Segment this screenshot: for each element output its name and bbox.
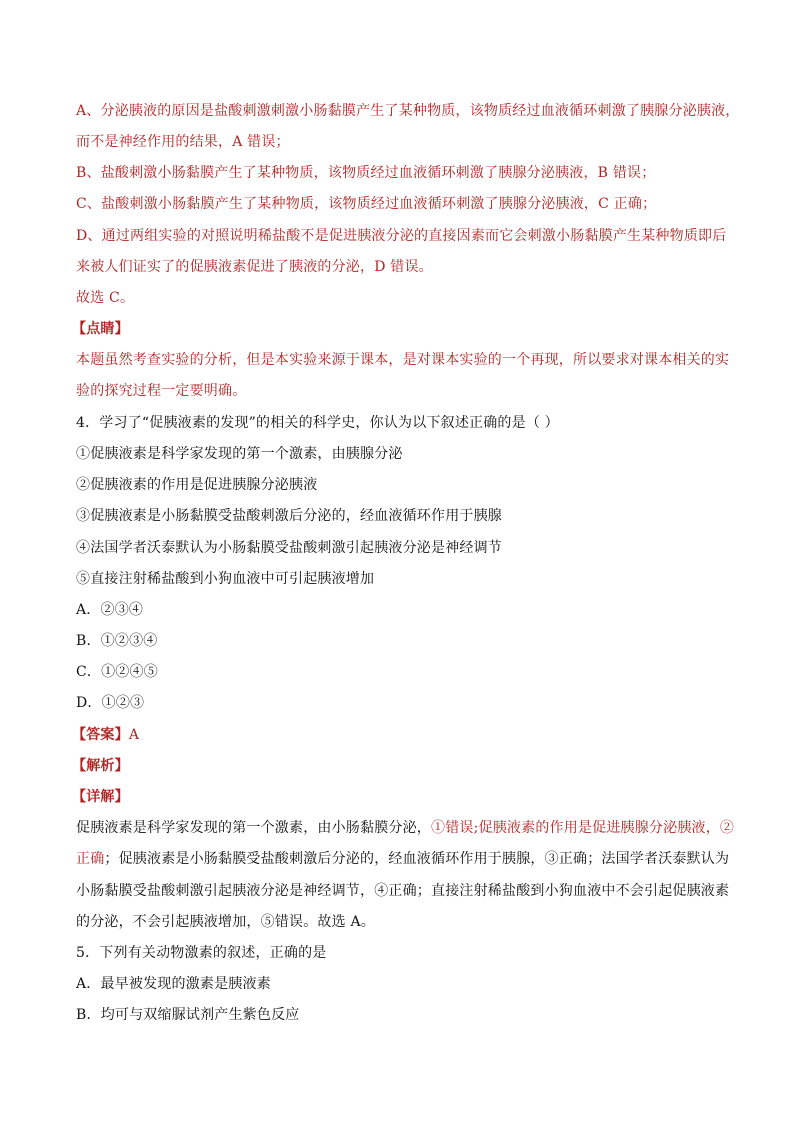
comment-heading: 【点睛】 — [72, 321, 129, 337]
analysis-option-b: B、盐酸刺激小肠黏膜产生了某种物质，该物质经过血液循环刺激了胰腺分泌胰液，B 错误； — [76, 165, 656, 181]
detail-line2-part1: 正确 — [76, 851, 105, 867]
question-4-statement-2: ②促胰液素的作用是促进胰腺分泌胰液 — [76, 477, 318, 493]
analysis-option-a-line1: A、分泌胰液的原因是盐酸刺激刺激小肠黏膜产生了某种物质，该物质经过血液循环刺激了胰腺分泌胰液， — [76, 103, 740, 119]
comment-line2: 验的探究过程一定要明确。 — [76, 383, 247, 399]
answer-heading: 【答案】 — [72, 727, 129, 743]
question-5-option-b: B．均可与双缩脲试剂产生紫色反应 — [76, 1007, 300, 1023]
answer-value: A — [128, 727, 140, 743]
analysis-option-d-line1: D、通过两组实验的对照说明稀盐酸不是促进胰液分泌的直接因素而它会刺激小肠黏膜产生某种物质即后 — [76, 228, 727, 244]
analysis-conclusion: 故选 C。 — [76, 290, 135, 306]
question-4-option-b: B．①②③④ — [76, 633, 158, 649]
comment-line1: 本题虽然考查实验的分析，但是本实验来源于课本，是对课本实验的一个再现，所以要求对课本相关的实 — [76, 352, 730, 368]
question-4-option-c: C．①②④⑤ — [76, 664, 158, 680]
detail-line1-part1: 促胰液素是科学家发现的第一个激素，由小肠黏膜分泌， — [76, 820, 431, 836]
detail-line2-part2: ；促胰液素是小肠黏膜受盐酸刺激后分泌的，经血液循环作用于胰腺，③正确；法国学者沃泰默认为 — [104, 851, 730, 867]
question-4-statement-3: ③促胰液素是小肠黏膜受盐酸刺激后分泌的，经血液循环作用于胰腺 — [76, 508, 502, 524]
analysis-option-d-line2: 来被人们证实了的促胰液素促进了胰液的分泌，D 错误。 — [76, 259, 433, 275]
detail-heading: 【详解】 — [72, 789, 129, 805]
detail-line3: 小肠黏膜受盐酸刺激引起胰液分泌是神经调节，④正确；直接注射稀盐酸到小狗血液中不会引起促胰液素 — [76, 883, 730, 899]
detail-line4: 的分泌，不会引起胰液增加，⑤错误。故选 A。 — [76, 914, 375, 930]
question-4-statement-1: ①促胰液素是科学家发现的第一个激素，由胰腺分泌 — [76, 446, 403, 462]
question-4-statement-5: ⑤直接注射稀盐酸到小狗血液中可引起胰液增加 — [76, 571, 375, 587]
analysis-heading: 【解析】 — [72, 758, 129, 774]
answer-row — [72, 725, 722, 745]
question-4-stem: 4．学习了“促胰液素的发现”的相关的科学史，你认为以下叙述正确的是（ ） — [76, 415, 559, 431]
question-4-statement-4: ④法国学者沃泰默认为小肠黏膜受盐酸刺激引起胰液分泌是神经调节 — [76, 540, 502, 556]
detail-line1 — [76, 818, 735, 838]
question-4-option-a: A．②③④ — [76, 602, 144, 618]
question-5-option-a: A．最早被发现的激素是胰液素 — [76, 976, 271, 992]
question-4-option-d: D．①②③ — [76, 695, 145, 711]
analysis-option-c: C、盐酸刺激小肠黏膜产生了某种物质，该物质经过血液循环刺激了胰腺分泌胰液，C 正确； — [76, 196, 657, 212]
detail-line2 — [76, 849, 730, 869]
analysis-option-a-line2: 而不是神经作用的结果，A 错误； — [76, 134, 290, 150]
question-5-stem: 5．下列有关动物激素的叙述，正确的是 — [76, 945, 327, 961]
detail-line1-part2: ①错误;促胰液素的作用是促进胰腺分泌胰液，② — [431, 820, 735, 836]
